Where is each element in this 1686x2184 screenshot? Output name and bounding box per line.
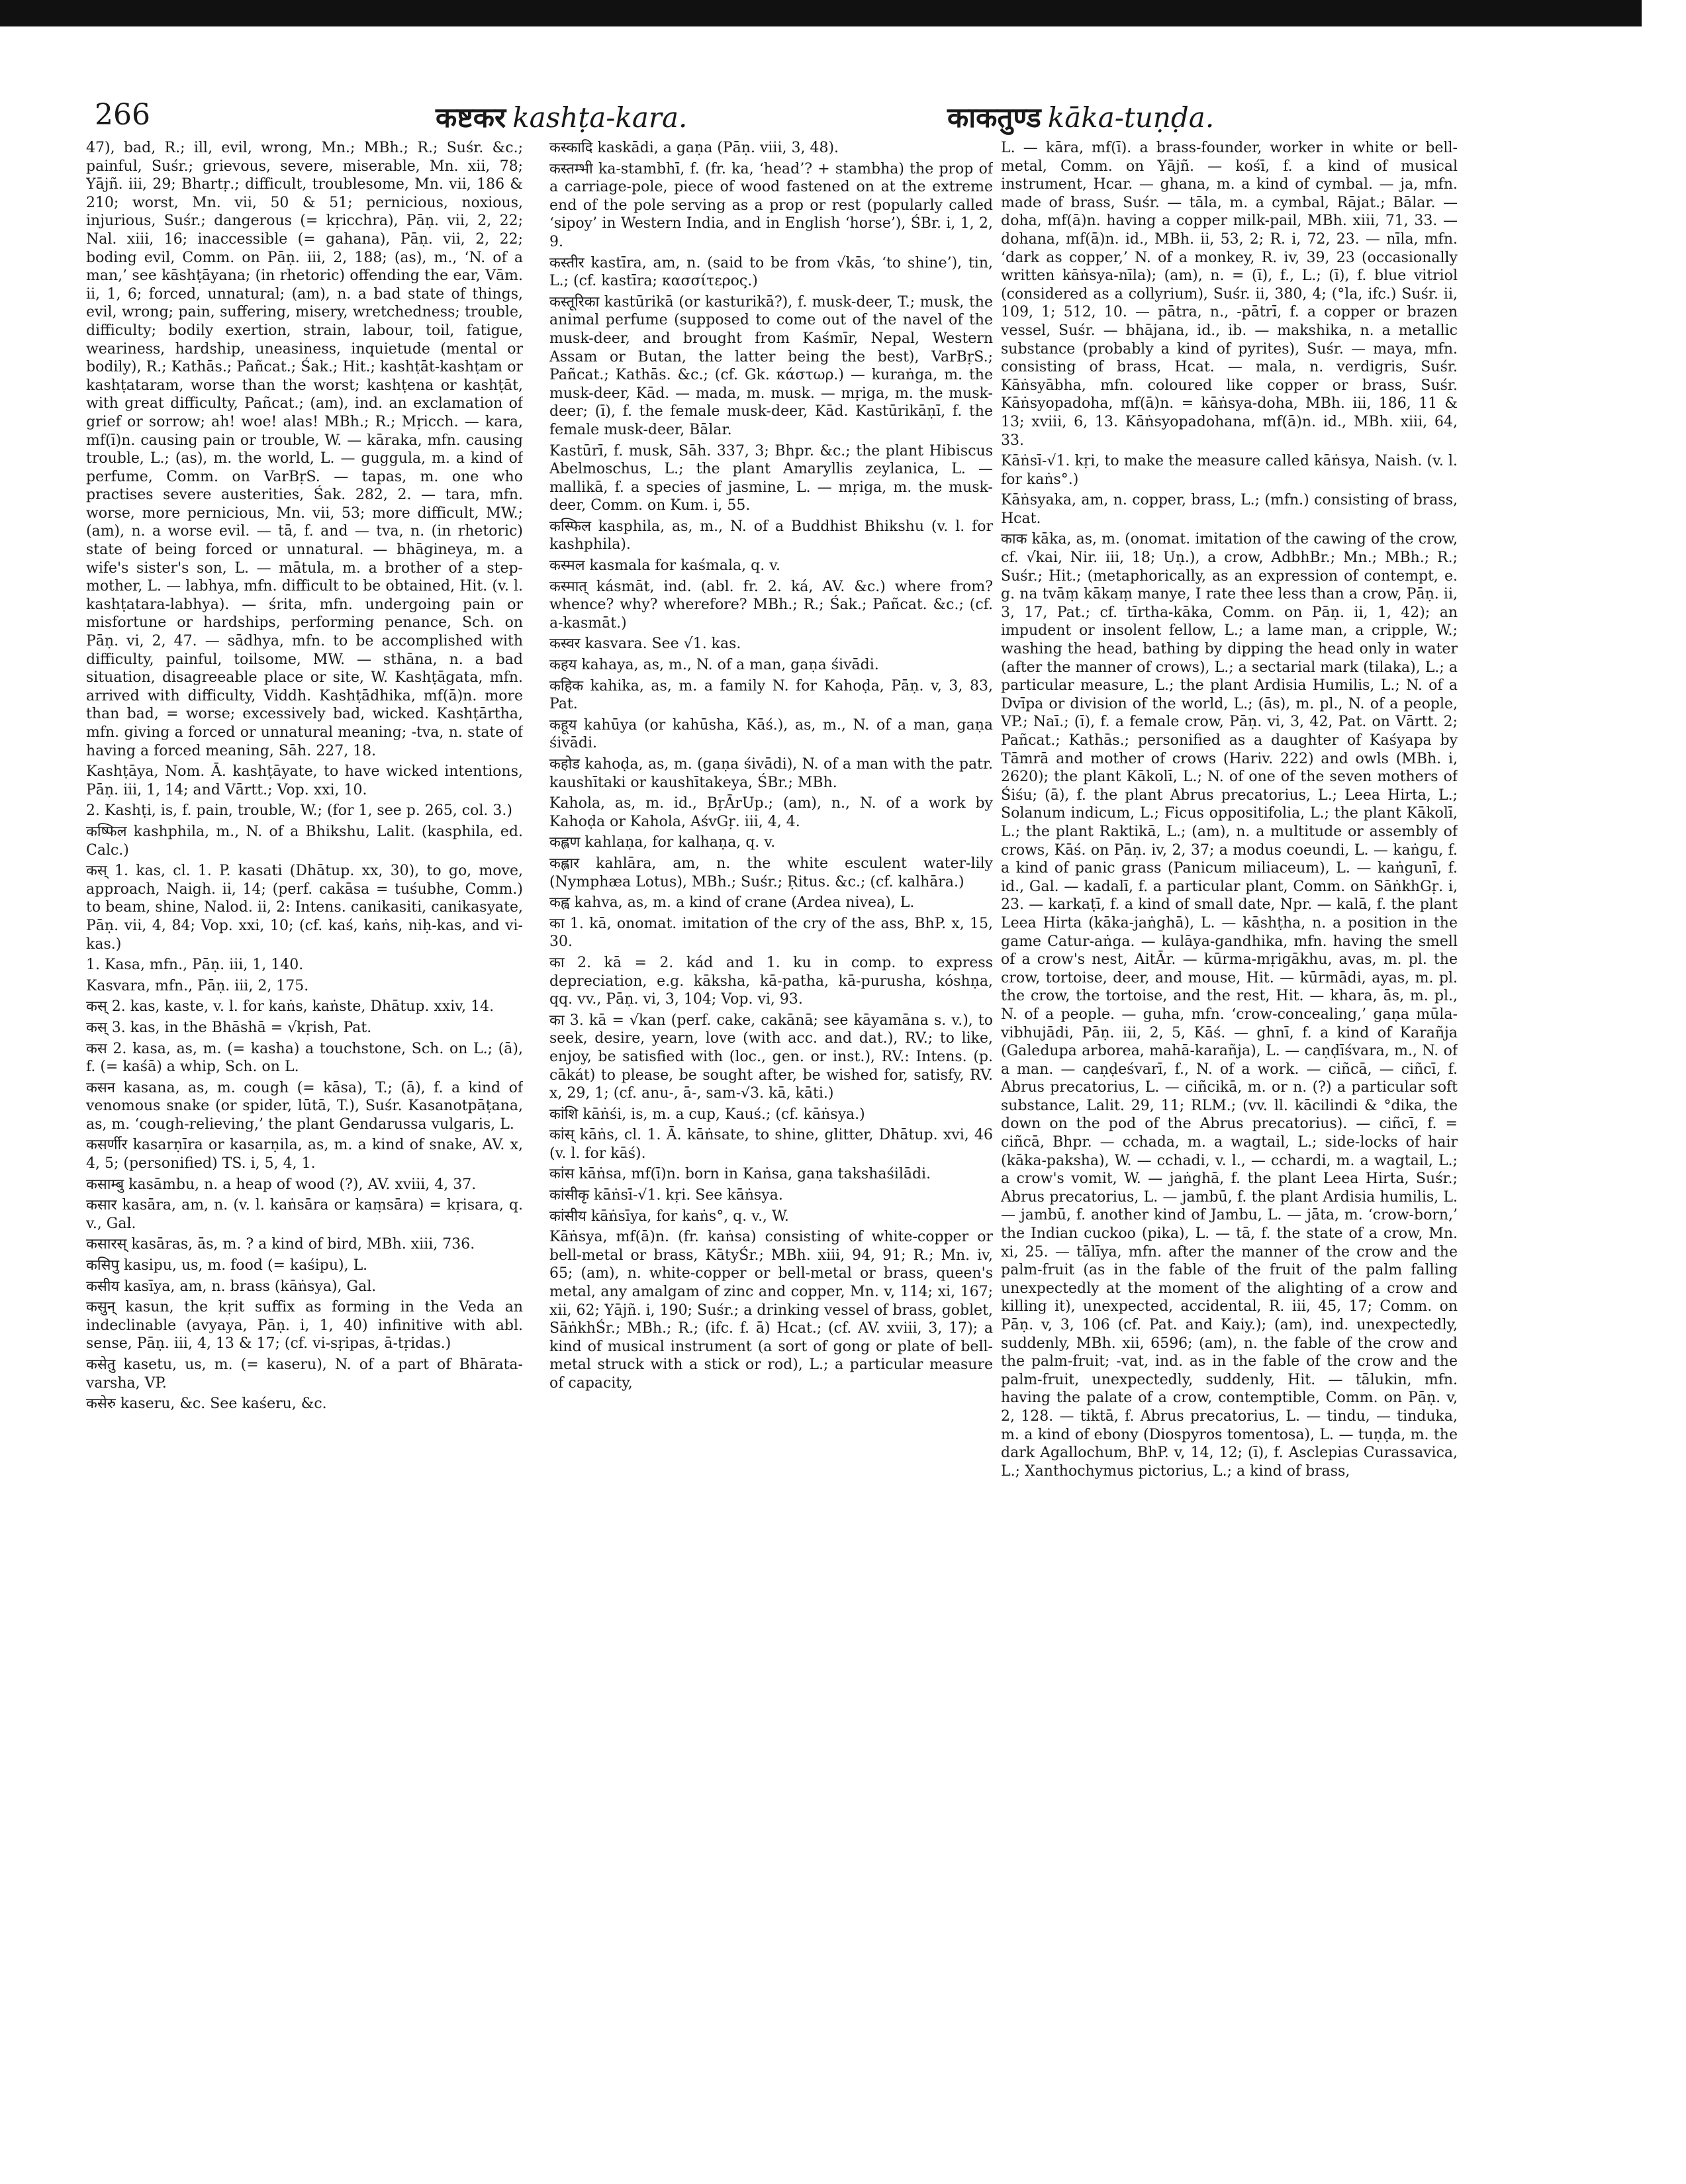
right-headword-roman: kāka-tuṇḍa. — [1047, 101, 1215, 134]
dictionary-entry: 47), bad, R.; ill, evil, wrong, Mn.; MBh.; R.; Suśr. &c.; painful, Suśr.; grievous, severe, miserable, Mn. xii, 78; Yājñ. iii, 29; Bhartṛ.; difficult, troublesome, Mn. vii, 186 & 210; worst, Mn. vii, 50 & 51; pernicious, noxious, injurious, Suśr.; dangerous (= kṛicchra), Pāṇ. vii, 2, 22; Nal. xiii, 16; inaccessible (= gahana), Pāṇ. vii, 2, 22; boding evil, Comm. on Pāṇ. iii, 2, 188; (as), m., ‘N. of a man,’ see kāshṭāyana; (in rhetoric) offending the ear, Vām. ii, 1, 6; forced, unnatural; (am), n. a bad state of things, evil, wrong; pain, suffering, misery, wretchedness; trouble, difficulty; bodily exertion, strain, labour, toil, fatigue, weariness, hardship, uneasiness, inquietude (mental or bodily), R.; Kathās.; Pañcat.; Śak.; Hit.; kashṭāt-kashṭam or kashṭataram, worse than the worst; kashṭena or kashṭāt, with great difficulty, Pañcat.; (am), ind. an exclamation of grief or sorrow; ah! woe! alas! MBh.; R.; Mṛicch. — kara, mf(ī)n. causing pain or trouble, W. — kāraka, mfn. causing trouble, L.; (as), m. the world, L. — guggula, m. a kind of perfume, Comm. on VarBṛS. — tapas, m. one who practises severe austerities, Śak. 282, 2. — tara, mfn. worse, more pernicious, Mn. vii, 53; more difficult, MW.; (am), n. a worse evil. — tā, f. and — tva, n. (in rhetoric) state of being forced or unnatural. — bhāgineya, m. a wife's sister's son, L. — mātula, m. a brother of a step-mother, L. — labhya, mfn. difficult to be obtained, Hit. (v. l. kashṭatara-labhya). — śrita, mfn. undergoing pain or misfortune or hardships, performing penance, Sch. on Pāṇ. vi, 2, 47. — sādhya, mfn. to be accomplished with difficulty, painful, toilsome, MW. — sthāna, n. a bad situation, disagreeable place or site, W. Kashṭāgata, mfn. arrived with difficulty, Viddh. Kashṭādhika, mf(ā)n. more than bad, = worse; excessively bad, wicked. Kashṭārtha, mfn. giving a forced or unnatural meaning; -tva, n. state of having a forced meaning, Sāh. 227, 18. — [86, 140, 523, 759]
dictionary-entry: L. — kāra, mf(ī). a brass-founder, worker in white or bell-metal, Comm. on Yājñ. — kośī, f. a kind of musical instrument, Hcar. — ghana, m. a kind of cymbal. — ja, mfn. made of brass, Suśr. — tāla, m. a cymbal, Rājat.; Bālar. — doha, mf(ā)n. having a copper milk-pail, MBh. xiii, 71, 33. — dohana, mf(ā)n. id., MBh. ii, 53, 2; R. i, 72, 23. — nīla, mfn. ‘dark as copper,’ N. of a monkey, R. iv, 39, 23 (occasionally written kāṅsya-nīla); (am), n. = (ī), f., L.; (ī), f. blue vitriol (considered as a collyrium), Suśr. ii, 380, 4; (°la, ifc.) Suśr. ii, 109, 1; 512, 10. — pātra, n., -pātrī, f. a copper or brazen vessel, Suśr. — bhājana, id., ib. — makshika, n. a metallic substance (probably a kind of pyrites), Suśr. — maya, mfn. consisting of brass, Hcat. — mala, n. verdigris, Suśr. Kāṅsyābha, mfn. coloured like copper or brass, Suśr. Kāṅsyopadoha, mf(ā)n. = kāṅsya-doha, MBh. iii, 186, 11 & 13; xviii, 6, 13. Kāṅsyopadohana, mf(ā)n. id., MBh. xiii, 64, 33. — [1001, 140, 1458, 449]
dictionary-entry: Kashṭāya, Nom. Ā. kashṭāyate, to have wicked intentions, Pāṇ. iii, 1, 14; and Vārtt.; Vop. xxi, 10. — [86, 763, 523, 798]
left-headword-roman-text: kashṭa-kara. — [512, 101, 688, 134]
dictionary-entry: कहोड kahoḍa, as, m. (gaṇa śivādi), N. of a man with the patr. kaushītaki or kaushītakeya, ŚBr.; MBh. — [549, 756, 993, 791]
dictionary-entry: कस्वर kasvara. See √1. kas. — [549, 636, 741, 653]
dictionary-entry: का 1. kā, onomat. imitation of the cry of the ass, BhP. x, 15, 30. — [549, 915, 993, 951]
dictionary-entry: Kahola, as, m. id., BṛĀrUp.; (am), n., N. of a work by Kahoḍa or Kahola, AśvGṛ. iii, 4, 4. — [549, 795, 993, 830]
dictionary-entry: कस 2. kasa, as, m. (= kasha) a touchstone, Sch. on L.; (ā), f. (= kaśā) a whip, Sch. on L. — [86, 1040, 523, 1076]
left-headword — [436, 98, 687, 136]
dictionary-entry: कह्लण kahlaṇa, for kalhaṇa, q. v. — [549, 834, 776, 851]
dictionary-entry: कसन kasana, as, m. cough (= kāsa), T.; (ā), f. a kind of venomous snake (or spider, lūtā, T.), Suśr. Kasanotpāṭana, as, m. ‘cough-relieving,’ the plant Gendarussa vulgaris, L. — [86, 1079, 523, 1133]
dictionary-entry: कस्तीर kastīra, am, n. (said to be from √kās, ‘to shine’), tin, L.; (cf. kastīra; κασσίτερος.) — [549, 254, 993, 290]
left-headword-devanagari: कष्टकर — [436, 101, 506, 134]
dictionary-entry: कस् 2. kas, kaste, v. l. for kaṅs, kaṅste, Dhātup. xxiv, 14. — [86, 998, 494, 1016]
dictionary-entry: कस् 1. kas, cl. 1. P. kasati (Dhātup. xx, 30), to go, move, approach, Naigh. ii, 14; (perf. cakāsa = tuśubhe, Comm.) to beam, shine, Nalod. ii, 2: Intens. canikasiti, canikasyate, Pāṇ. vii, 4, 84; Vop. xxi, 10; (cf. kaś, kaṅs, niḥ-kas, and vi-kas.) — [86, 863, 523, 953]
dictionary-entry: कस् 3. kas, in the Bhāshā = √kṛish, Pat. — [86, 1019, 372, 1036]
dictionary-entry: कस्मात् kásmāt, ind. (abl. fr. 2. ká, AV. &c.) where from? whence? why? wherefore? MBh.; R.; Śak.; Pañcat. &c.; (cf. a-kasmāt.) — [549, 578, 993, 632]
dictionary-entry: कस्तम्भी ka-stambhī, f. (fr. ka, ‘head’? + stambha) the prop of a carriage-pole, piece of wood fastened on at the extreme end of the pole serving as a prop or rest (popularly called ‘sipoy’ in Western India, and in English ‘horse’), ŚBr. i, 1, 2, 9. — [549, 160, 993, 250]
dictionary-entry: कसर्णीर kasarṇīra or kasarṇila, as, m. a kind of snake, AV. x, 4, 5; (personified) TS. i, 5, 4, 1. — [86, 1137, 523, 1172]
dictionary-entry: का 3. kā = √kan (perf. cake, cakānā; see kāyamāna s. v.), to seek, desire, yearn, love (with acc. and dat.), RV.; to like, enjoy, be satisfied with (loc., gen. or inst.), RV.: Intens. (p. cākát) to please, be sought after, be wished for, satisfy, RV. x, 29, 1; (cf. anu-, ā-, sam-√3. kā, kāti.) — [549, 1012, 993, 1102]
dictionary-entry: कह्व kahva, as, m. a kind of crane (Ardea nivea), L. — [549, 894, 915, 912]
top-black-bar — [0, 0, 1686, 26]
dictionary-entry: कसुन् kasun, the kṛit suffix as forming in the Veda an indeclinable (avyaya, Pāṇ. i, 1, 40) infinitive with abl. sense, Pāṇ. iii, 4, 13 & 17; (cf. vi-sṛipas, ā-tṛidas.) — [86, 1299, 523, 1353]
column-3 — [1001, 139, 1458, 2165]
dictionary-entry: कस्फिल kasphila, as, m., N. of a Buddhist Bhikshu (v. l. for kashphila). — [549, 518, 993, 553]
dictionary-entry: कांसीकृ kāṅsī-√1. kṛi. See kāṅsya. — [549, 1187, 783, 1204]
dictionary-entry: Kastūrī, f. musk, Sāh. 337, 3; Bhpr. &c.; the plant Hibiscus Abelmoschus, L.; the plant Amaryllis zeylanica, L. — mallikā, f. a species of jasmine, L. — mṛiga, m. the musk-deer, Comm. on Kum. i, 55. — [549, 442, 993, 514]
right-headword — [947, 98, 1214, 136]
page-number: 266 — [95, 98, 150, 132]
dictionary-entry: कांस् kāṅs, cl. 1. Ā. kāṅsate, to shine, glitter, Dhātup. xvi, 46 (v. l. for kāś). — [549, 1127, 993, 1162]
dictionary-entry: कस्कादि kaskādi, a gaṇa (Pāṇ. viii, 3, 48). — [549, 140, 839, 156]
right-headword-devanagari: काकतुण्ड — [947, 101, 1041, 134]
dictionary-entry: कस्तूरिका kastūrikā (or kasturikā?), f. musk-deer, T.; musk, the animal perfume (supposed to come out of the navel of the musk-deer, and brought from Kaśmīr, Nepal, Western Assam or Butan, the latter being the best), VarBṛS.; Pañcat.; Kathās. &c.; (cf. Gk. κάστωρ.) — kuraṅga, m. the musk-deer, Kād. — mada, m. musk. — mṛiga, m. the musk-deer; (ī), f. the female musk-deer, Kād. Kastūrikāṇī, f. the female musk-deer, Bālar. — [549, 293, 993, 438]
dictionary-entry: कसारस् kasāras, ās, m. ? a kind of bird, MBh. xiii, 736. — [86, 1236, 475, 1253]
page-header — [85, 93, 1627, 146]
top-bar-gap — [1642, 0, 1686, 26]
column-2 — [549, 139, 993, 2165]
dictionary-entry: कसार kasāra, am, n. (v. l. kaṅsāra or kaṃsāra) = kṛisara, q. v., Gal. — [86, 1197, 523, 1232]
column-1 — [86, 139, 523, 2165]
dictionary-entry: कांस kāṅsa, mf(ī)n. born in Kaṅsa, gaṇa takshaśilādi. — [549, 1166, 931, 1183]
dictionary-entry: कहिक kahika, as, m. a family N. for Kahoḍa, Pāṇ. v, 3, 83, Pat. — [549, 677, 993, 713]
dictionary-entry: का 2. kā = 2. kád and 1. ku in comp. to express depreciation, e.g. kāksha, kā-patha, kā-purusha, kóshṇa, qq. vv., Pāṇ. vi, 3, 104; Vop. vi, 93. — [549, 954, 993, 1008]
dictionary-entry: कसेरु kaseru, &c. See kaśeru, &c. — [86, 1396, 327, 1413]
dictionary-entry: कसेतु kasetu, us, m. (= kaseru), N. of a part of Bhārata-varsha, VP. — [86, 1356, 523, 1392]
dictionary-entry: कांशि kāṅśi, is, m. a cup, Kauś.; (cf. kāṅsya.) — [549, 1106, 865, 1123]
dictionary-entry: Kāṅsya, mf(ā)n. (fr. kaṅsa) consisting of white-copper or bell-metal or brass, KātyŚr.; MBh. xiii, 94, 91; R.; Mn. iv, 65; (am), n. white-copper or bell-metal or brass, queen's metal, any amalgam of zinc and copper, Mn. v, 114; xi, 167; xii, 62; Yājñ. i, 190; Suśr.; a drinking vessel of brass, goblet, SāṅkhŚr.; MBh.; R.; (ifc. f. ā) Hcat.; (cf. AV. xviii, 3, 17); a kind of musical instrument (a sort of gong or plate of bell-metal struck with a stick or rod), L.; a particular measure of capacity, — [549, 1229, 993, 1392]
dictionary-entry: कांसीय kāṅsīya, for kaṅs°, q. v., W. — [549, 1208, 789, 1225]
dictionary-entry: Kāṅsyaka, am, n. copper, brass, L.; (mfn.) consisting of brass, Hcat. — [1001, 492, 1458, 527]
dictionary-entry: Kasvara, mfn., Pāṇ. iii, 2, 175. — [86, 977, 309, 994]
dictionary-entry: काक kāka, as, m. (onomat. imitation of the cawing of the crow, cf. √kai, Nir. iii, 18; Uṇ.), a crow, AdbhBr.; Mn.; MBh.; R.; Suśr.; Hit.; (metaphorically, as an expression of contempt, e. g. na tvāṃ kākaṃ manye, I rate thee less than a crow, Pāṇ. ii, 3, 17, Pat.; cf. tīrtha-kāka, Comm. on Pāṇ. ii, 1, 42); an impudent or insolent fellow, L.; a lame man, a cripple, W.; washing the head, bathing by dipping the head only in water (after the manner of crows), L.; a sectarial mark (tilaka), L.; a particular measure, L.; the plant Ardisia Humilis, L.; N. of a Dvīpa or division of the world, L.; (ās), m. pl., N. of a people, VP.; Naī.; (ī), f. a female crow, Pāṇ. vi, 3, 42, Pat. on Vārtt. 2; Pañcat.; Kathās.; personified as a daughter of Kaśyapa by Tāmrā and mother of crows (Hariv. 222) and owls (MBh. i, 2620); the plant Kākolī, L.; N. of one of the seven mothers of Śiśu; (ā), f. the plant Abrus precatorius, L.; Leea Hirta, L.; Solanum indicum, L.; Ficus oppositifolia, L.; the plant Kākolī, L.; the plant Raktikā, L.; (am), n. a multitude or assembly of crows, Kāś. on Pāṇ. iv, 2, 37; a modus coeundi, L. — kaṅgu, f. a kind of panic grass (Panicum miliaceum), L. — kaṅgunī, f. id., Gal. — kadalī, f. a particular plant, Comm. on SāṅkhGṛ. i, 23. — karkaṭī, f. a kind of small date, Npr. — kalā, f. the plant Leea Hirta (kāka-jaṅghā), L. — kāshṭha, n. a position in the game Catur-aṅga. — kulāya-gandhika, mfn. having the smell of a crow's nest, AitĀr. — kūrma-mṛigākhu, avas, m. pl. the crow, tortoise, deer, and mouse, Hit. — kūrmādi, ayas, m. pl. the crow, the tortoise, and the rest, Hit. — khara, ās, m. pl., N. of a people. — guha, mfn. ‘crow-concealing,’ gaṇa mūla-vibhujādi, Pāṇ. iii, 2, 5, Kāś. — ghnī, f. a kind of Karañja (Galedupa arborea, mahā-karañja), L. — caṇḍīśvara, m., N. of a man. — caṇḍeśvarī, f., N. of a work. — ciñcā, — ciñcī, f. Abrus precatorius, L. — ciñcikā, m. or n. (?) a particular soft substance, Lalit. 29, 11; RLM.; (vv. ll. kācilindi & °dika, the down on the pod of the Abrus precatorius). — ciñcī, f. = ciñcā, Bhpr. — cchada, m. a wagtail, L.; side-locks of hair (kāka-paksha), W. — cchadi, v. l., — cchardi, m. a wagtail, L.; a crow's vomit, W. — jaṅghā, f. the plant Leea Hirta, Suśr.; Abrus precatorius, L. — jambū, f. the plant Ardisia humilis, L. — jambū, f. another kind of Jambu, L. — jāta, m. ‘crow-born,’ the Indian cuckoo (pika), L. — tā, f. the state of a crow, Mn. xi, 25. — tālīya, mfn. after the manner of the crow and the palm-fruit (as in the fable of the fruit of the palm falling unexpectedly at the moment of the alighting of a crow and killing it), unexpected, accidental, R. iii, 45, 17; Comm. on Pāṇ. v, 3, 106 (cf. Pat. and Kaiy.); (am), ind. unexpectedly, suddenly, MBh. xii, 6596; (am), n. the fable of the crow and the palm-fruit; -vat, ind. as in the fable of the crow and the palm-fruit, unexpectedly, suddenly, Hit. — tālukin, mfn. having the palate of a crow, contemptible, Comm. on Pāṇ. v, 2, 128. — tiktā, f. Abrus precatorius, L. — tindu, — tinduka, m. a kind of ebony (Diospyros tomentosa), L. — tuṇḍa, m. the dark Agallochum, BhP. v, 14, 12; (ī), f. Asclepias Curassavica, L.; Xanthochymus pictorius, L.; a kind of brass, — [1001, 531, 1458, 1480]
dictionary-entry: 2. Kashṭi, is, f. pain, trouble, W.; (for 1, see p. 265, col. 3.) — [86, 802, 512, 820]
dictionary-entry: कसिपु kasipu, us, m. food (= kaśipu), L. — [86, 1257, 368, 1274]
dictionary-entry: कस्मल kasmala for kaśmala, q. v. — [549, 557, 781, 575]
dictionary-entry: कहूय kahūya (or kahūsha, Kāś.), as, m., N. of a man, gaṇa śivādi. — [549, 716, 993, 752]
dictionary-entry: कसीय kasīya, am, n. brass (kāṅsya), Gal. — [86, 1278, 377, 1295]
dictionary-entry: कह्लार kahlāra, am, n. the white esculent water-lily (Nymphæa Lotus), MBh.; Suśr.; Ṛitus. &c.; (cf. kalhāra.) — [549, 855, 993, 890]
dictionary-entry: 1. Kasa, mfn., Pāṇ. iii, 1, 140. — [86, 957, 304, 974]
dictionary-entry: कष्फिल kashphila, m., N. of a Bhikshu, Lalit. (kasphila, ed. Calc.) — [86, 823, 523, 859]
dictionary-entry: कसाम्बु kasāmbu, n. a heap of wood (?), AV. xviii, 4, 37. — [86, 1176, 477, 1193]
dictionary-entry: कहय kahaya, as, m., N. of a man, gaṇa śivādi. — [549, 657, 879, 674]
dictionary-entry: Kāṅsī-√1. kṛi, to make the measure called kāṅsya, Naish. (v. l. for kaṅs°.) — [1001, 453, 1458, 488]
